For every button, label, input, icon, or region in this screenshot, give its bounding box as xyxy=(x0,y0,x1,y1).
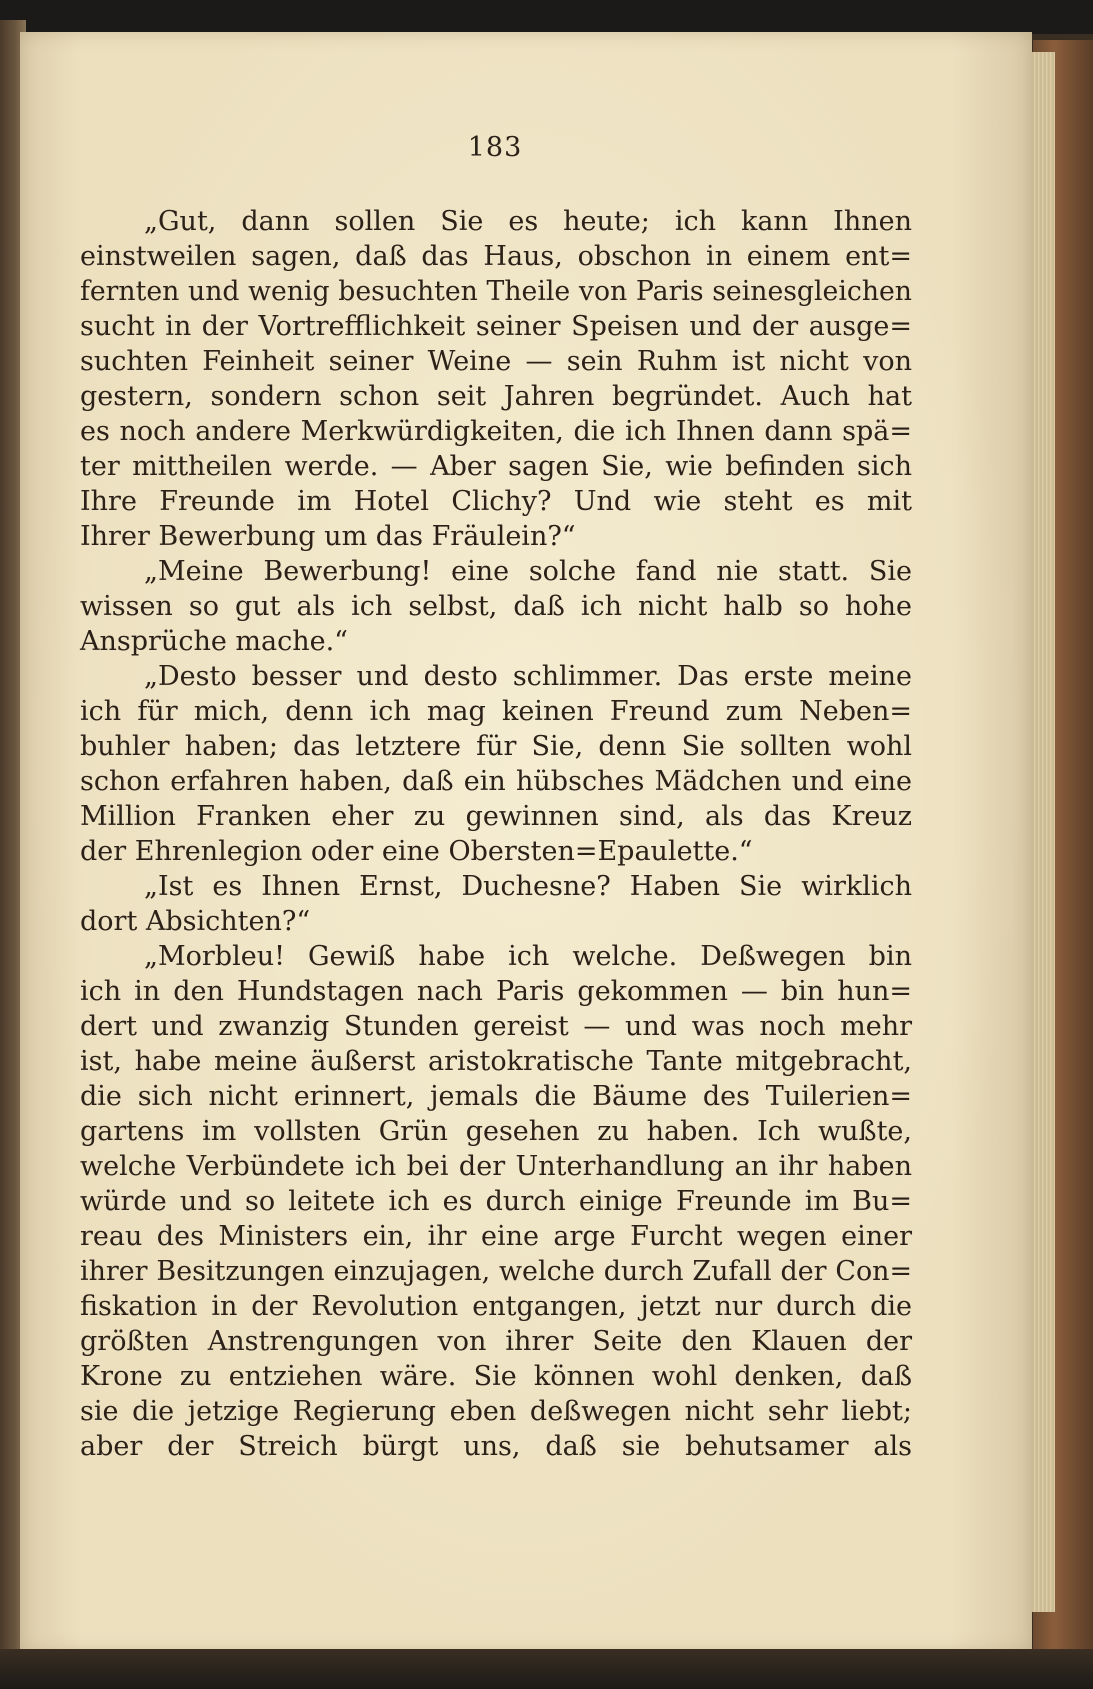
text-line: reau des Ministers ein, ihr eine arge Furcht wegen einer xyxy=(80,1221,912,1252)
page-edges xyxy=(1030,52,1055,1612)
text-line: wissen so gut als ich selbst, daß ich nicht halb so hohe xyxy=(80,591,912,622)
text-line: „Gut, dann sollen Sie es heute; ich kann Ihnen xyxy=(144,206,912,237)
text-line: „Morbleu! Gewiß habe ich welche. Deßwegen bin xyxy=(144,941,912,972)
text-line: sie die jetzige Regierung eben deßwegen nicht sehr liebt; xyxy=(80,1396,912,1427)
text-line: der Ehrenlegion oder eine Obersten=Epaulette.“ xyxy=(80,836,753,867)
text-line: schon erfahren haben, daß ein hübsches Mädchen und eine xyxy=(80,766,912,797)
text-line: welche Verbündete ich bei der Unterhandlung an ihr haben xyxy=(80,1151,912,1182)
book-page xyxy=(20,32,1032,1652)
text-line: sucht in der Vortrefflichkeit seiner Speisen und der ausge= xyxy=(80,311,912,342)
page-number: 183 xyxy=(467,132,523,163)
text-line: „Ist es Ihnen Ernst, Duchesne? Haben Sie wirklich xyxy=(144,871,912,902)
text-line: ter mittheilen werde. — Aber sagen Sie, wie befinden sich xyxy=(80,451,912,482)
text-line: buhler haben; das letztere für Sie, denn Sie sollten wohl xyxy=(80,731,912,762)
text-line: fiskation in der Revolution entgangen, jetzt nur durch die xyxy=(80,1291,912,1322)
text-line: „Meine Bewerbung! eine solche fand nie statt. Sie xyxy=(144,556,912,587)
text-line: würde und so leitete ich es durch einige Freunde im Bu= xyxy=(80,1186,912,1217)
text-line: Krone zu entziehen wäre. Sie können wohl denken, daß xyxy=(80,1361,912,1392)
text-line: ich in den Hundstagen nach Paris gekommen — bin hun= xyxy=(80,976,912,1007)
background-top xyxy=(0,0,1093,34)
text-line: Million Franken eher zu gewinnen sind, als das Kreuz xyxy=(80,801,912,832)
text-line: Ihrer Bewerbung um das Fräulein?“ xyxy=(80,521,576,552)
text-line: „Desto besser und desto schlimmer. Das erste meine xyxy=(144,661,912,692)
text-line: die sich nicht erinnert, jemals die Bäume des Tuilerien= xyxy=(80,1081,912,1112)
text-line: Ansprüche mache.“ xyxy=(80,626,348,657)
text-line: ich für mich, denn ich mag keinen Freund zum Neben= xyxy=(80,696,912,727)
text-line: einstweilen sagen, daß das Haus, obschon in einem ent= xyxy=(80,241,912,272)
text-line: suchten Feinheit seiner Weine — sein Ruhm ist nicht von xyxy=(80,346,912,377)
text-line: aber der Streich bürgt uns, daß sie behutsamer als xyxy=(80,1431,912,1462)
text-line: gartens im vollsten Grün gesehen zu haben. Ich wußte, xyxy=(80,1116,912,1147)
text-line: ist, habe meine äußerst aristokratische Tante mitgebracht, xyxy=(80,1046,912,1077)
text-line: dort Absichten?“ xyxy=(80,906,311,937)
text-line: ihrer Besitzungen einzujagen, welche durch Zufall der Con= xyxy=(80,1256,912,1287)
background-bottom xyxy=(0,1649,1093,1689)
text-line: dert und zwanzig Stunden gereist — und was noch mehr xyxy=(80,1011,912,1042)
body-text xyxy=(80,204,912,1464)
text-line: es noch andere Merkwürdigkeiten, die ich Ihnen dann spä= xyxy=(80,416,912,447)
text-line: fernten und wenig besuchten Theile von Paris seinesgleichen xyxy=(80,276,912,307)
text-line: größten Anstrengungen von ihrer Seite den Klauen der xyxy=(80,1326,912,1357)
text-line: gestern, sondern schon seit Jahren begründet. Auch hat xyxy=(80,381,912,412)
text-line: Ihre Freunde im Hotel Clichy? Und wie steht es mit xyxy=(80,486,912,517)
